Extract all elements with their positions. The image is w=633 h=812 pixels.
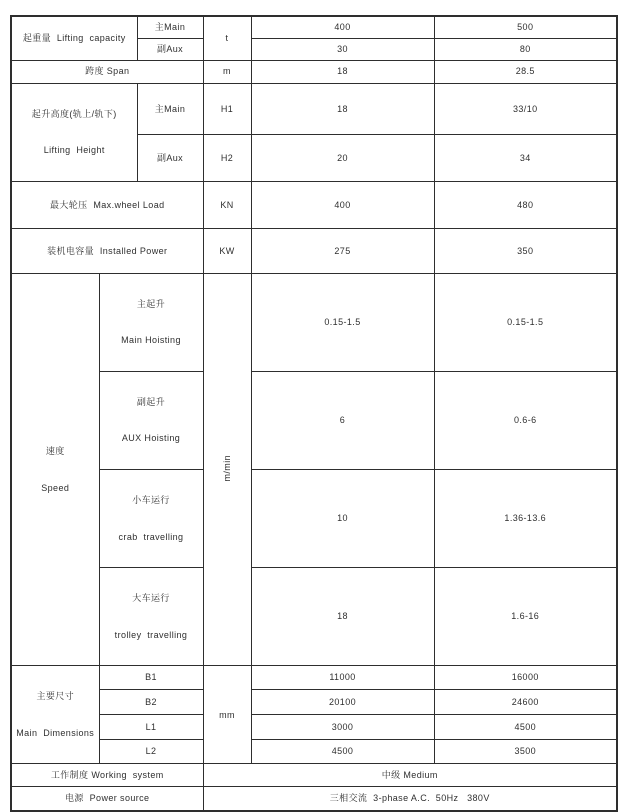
table-row bbox=[11, 273, 617, 371]
value-cell: 6 bbox=[251, 371, 434, 469]
table-row bbox=[11, 764, 617, 787]
value-cell: 18 bbox=[251, 568, 434, 666]
value-cell: 20 bbox=[251, 134, 434, 181]
row-label-speed bbox=[11, 273, 99, 666]
value-cell: 3000 bbox=[251, 715, 434, 740]
sub-label-aux: 副Aux bbox=[137, 38, 203, 60]
value-cell: 500 bbox=[434, 16, 617, 38]
label-en: trolley travelling bbox=[114, 629, 188, 640]
value-power-source: 三相交流 3-phase A.C. 50Hz 380V bbox=[203, 787, 617, 811]
label-en: crab travelling bbox=[118, 531, 184, 542]
unit-lifting-capacity: t bbox=[203, 16, 251, 60]
value-cell: 1.36-13.6 bbox=[434, 469, 617, 567]
unit-span: m bbox=[203, 60, 251, 83]
value-cell: 400 bbox=[251, 16, 434, 38]
table-row bbox=[11, 83, 617, 134]
sub-label-b2: B2 bbox=[99, 689, 203, 715]
table-row bbox=[11, 689, 617, 715]
table-row bbox=[11, 568, 617, 666]
label-zh: 主起升 bbox=[136, 298, 166, 309]
sub-label-trolley-travelling bbox=[99, 568, 203, 666]
sub-label-l2: L2 bbox=[99, 739, 203, 764]
table-row bbox=[11, 715, 617, 740]
unit-dimensions: mm bbox=[203, 666, 251, 764]
crane-specification-table bbox=[10, 15, 618, 812]
row-label-main-dimensions bbox=[11, 666, 99, 764]
sub-label-l1: L1 bbox=[99, 715, 203, 740]
unit-speed-text: m/min bbox=[221, 454, 232, 482]
row-label-lifting-height bbox=[11, 83, 137, 181]
value-cell: 0.15-1.5 bbox=[251, 273, 434, 371]
table-row bbox=[11, 787, 617, 811]
value-cell: 28.5 bbox=[434, 60, 617, 83]
value-cell: 275 bbox=[251, 228, 434, 273]
label-zh: 主要尺寸 bbox=[36, 691, 75, 702]
value-cell: 10 bbox=[251, 469, 434, 567]
value-cell: 18 bbox=[251, 60, 434, 83]
unit-h2: H2 bbox=[203, 134, 251, 181]
sub-label-aux-hoisting bbox=[99, 371, 203, 469]
row-label-installed-power: 装机电容量 Installed Power bbox=[11, 228, 203, 273]
value-cell: 350 bbox=[434, 228, 617, 273]
row-label-working-system: 工作制度 Working system bbox=[11, 764, 203, 787]
value-cell: 34 bbox=[434, 134, 617, 181]
table-row bbox=[11, 60, 617, 83]
table-row bbox=[11, 181, 617, 228]
row-label-max-wheel-load: 最大轮压 Max.wheel Load bbox=[11, 181, 203, 228]
value-cell: 1.6-16 bbox=[434, 568, 617, 666]
value-cell: 24600 bbox=[434, 689, 617, 715]
value-working-system: 中级 Medium bbox=[203, 764, 617, 787]
value-cell: 11000 bbox=[251, 666, 434, 689]
table-row bbox=[11, 371, 617, 469]
label-en: Speed bbox=[41, 482, 70, 493]
unit-kw: KW bbox=[203, 228, 251, 273]
sub-label-b1: B1 bbox=[99, 666, 203, 689]
sub-label-main: 主Main bbox=[137, 83, 203, 134]
row-label-lifting-capacity: 起重量 Lifting capacity bbox=[11, 16, 137, 60]
value-cell: 30 bbox=[251, 38, 434, 60]
value-cell: 4500 bbox=[434, 715, 617, 740]
table-row bbox=[11, 228, 617, 273]
label-en: Main Hoisting bbox=[121, 335, 181, 346]
row-label-power-source: 电源 Power source bbox=[11, 787, 203, 811]
value-cell: 20100 bbox=[251, 689, 434, 715]
row-label-span: 跨度 Span bbox=[11, 60, 203, 83]
value-cell: 0.6-6 bbox=[434, 371, 617, 469]
label-en: AUX Hoisting bbox=[121, 433, 181, 444]
value-cell: 16000 bbox=[434, 666, 617, 689]
label-zh: 速度 bbox=[45, 446, 65, 457]
value-cell: 3500 bbox=[434, 739, 617, 764]
label-zh: 起升高度(轨上/轨下) bbox=[31, 108, 117, 119]
sub-label-main-hoisting bbox=[99, 273, 203, 371]
value-cell: 18 bbox=[251, 83, 434, 134]
value-cell: 400 bbox=[251, 181, 434, 228]
table-row bbox=[11, 739, 617, 764]
label-zh: 小车运行 bbox=[132, 495, 170, 506]
table-row bbox=[11, 16, 617, 38]
table-row bbox=[11, 469, 617, 567]
value-cell: 80 bbox=[434, 38, 617, 60]
label-en: Lifting Height bbox=[43, 145, 105, 156]
sub-label-aux: 副Aux bbox=[137, 134, 203, 181]
value-cell: 0.15-1.5 bbox=[434, 273, 617, 371]
label-zh: 大车运行 bbox=[132, 593, 170, 604]
table-row bbox=[11, 666, 617, 689]
sub-label-main: 主Main bbox=[137, 16, 203, 38]
unit-kn: KN bbox=[203, 181, 251, 228]
value-cell: 4500 bbox=[251, 739, 434, 764]
label-en: Main Dimensions bbox=[16, 727, 95, 738]
label-zh: 副起升 bbox=[136, 397, 166, 408]
value-cell: 480 bbox=[434, 181, 617, 228]
value-cell: 33/10 bbox=[434, 83, 617, 134]
unit-speed bbox=[203, 273, 251, 666]
unit-h1: H1 bbox=[203, 83, 251, 134]
sub-label-crab-travelling bbox=[99, 469, 203, 567]
